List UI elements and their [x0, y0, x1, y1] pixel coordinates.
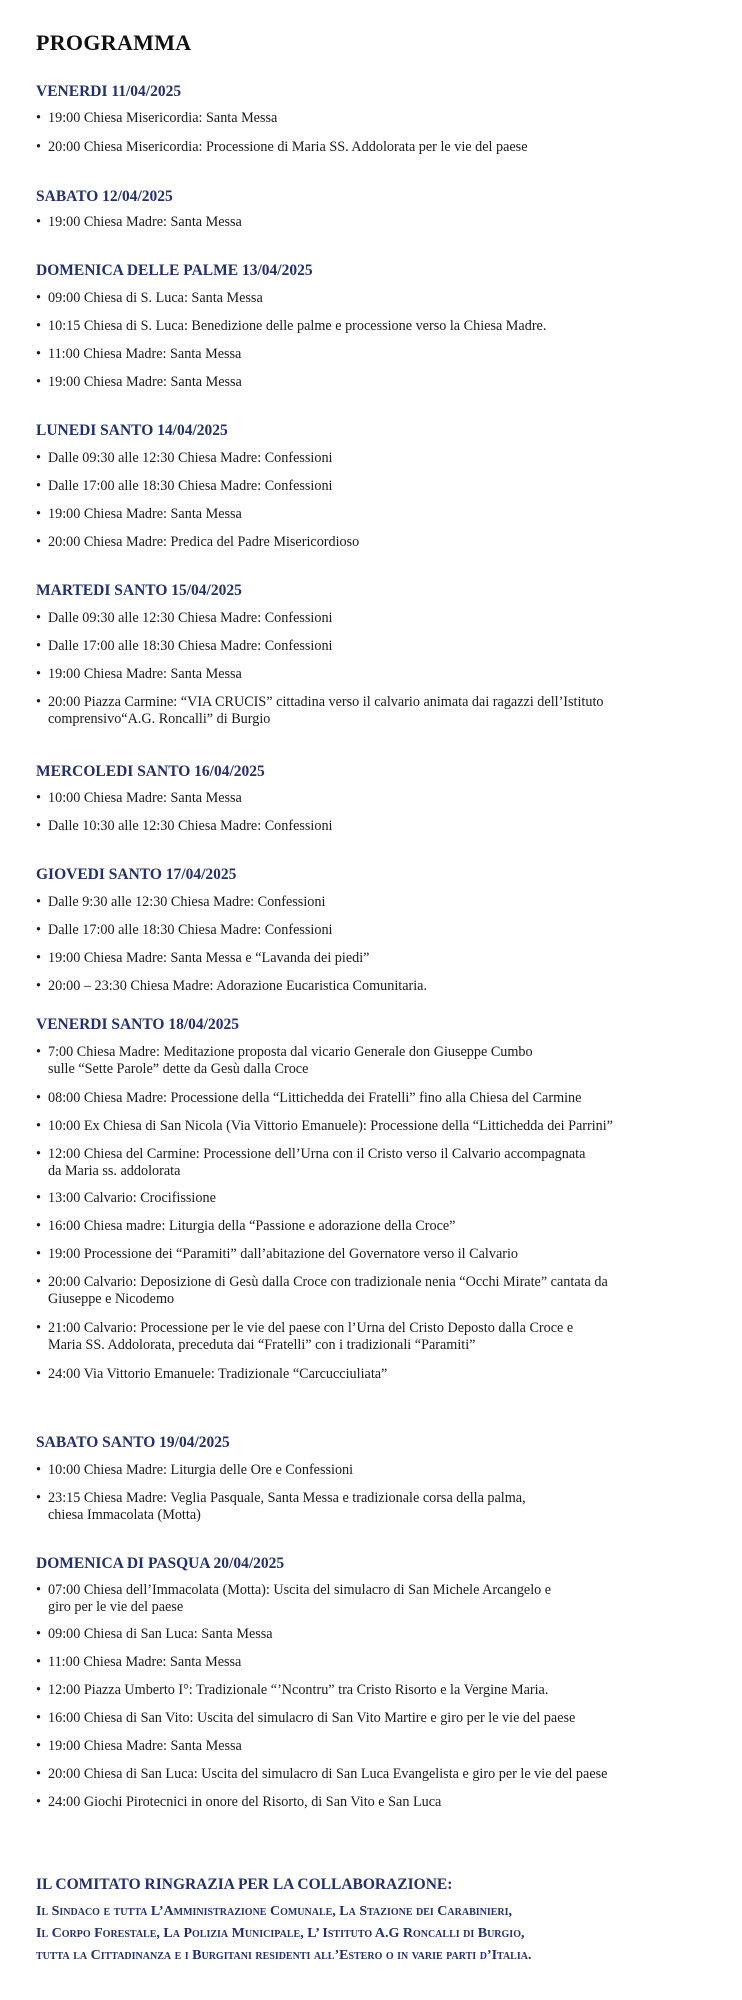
bullet-icon: •: [36, 139, 41, 155]
item-text: 19:00 Chiesa Madre: Santa Messa: [48, 374, 242, 390]
section-heading: MERCOLEDI SANTO 16/04/2025: [36, 763, 265, 780]
bullet-icon: •: [36, 1274, 41, 1290]
program-item: [36, 638, 724, 655]
bullet-icon: •: [36, 290, 41, 306]
program-item: [36, 610, 724, 627]
section-heading: SABATO SANTO 19/04/2025: [36, 1434, 230, 1451]
program-item: [36, 1682, 724, 1699]
bullet-icon: •: [36, 1654, 41, 1670]
program-item: [36, 1090, 724, 1107]
bullet-icon: •: [36, 1118, 41, 1134]
item-text: 19:00 Chiesa Madre: Santa Messa: [48, 214, 242, 230]
item-text: Dalle 09:30 alle 12:30 Chiesa Madre: Confessioni: [48, 450, 333, 466]
bullet-icon: •: [36, 818, 41, 834]
bullet-icon: •: [36, 1190, 41, 1206]
bullet-icon: •: [36, 506, 41, 522]
program-item: [36, 922, 724, 939]
item-text: 19:00 Chiesa Madre: Santa Messa: [48, 1738, 242, 1754]
bullet-icon: •: [36, 1218, 41, 1234]
program-item: [36, 1118, 724, 1135]
item-text: 07:00 Chiesa dell’Immacolata (Motta): Uscita del simulacro di San Michele Arcangelo e giro per le vie del paese: [48, 1582, 552, 1615]
item-text: Dalle 10:30 alle 12:30 Chiesa Madre: Confessioni: [48, 818, 333, 834]
bullet-icon: •: [36, 318, 41, 334]
item-text: Dalle 17:00 alle 18:30 Chiesa Madre: Confessioni: [48, 478, 333, 494]
bullet-icon: •: [36, 1246, 41, 1262]
item-text: 20:00 Chiesa Misericordia: Processione di Maria SS. Addolorata per le vie del paese: [48, 139, 528, 155]
program-item: [36, 666, 724, 683]
item-text: 20:00 Chiesa di San Luca: Uscita del simulacro di San Luca Evangelista e giro per le vie del paese: [48, 1766, 608, 1782]
item-text: 19:00 Chiesa Misericordia: Santa Messa: [48, 110, 278, 126]
bullet-icon: •: [36, 1738, 41, 1754]
program-item: [36, 1794, 724, 1811]
bullet-icon: •: [36, 110, 41, 126]
item-text: 20:00 Chiesa Madre: Predica del Padre Misericordioso: [48, 534, 360, 550]
item-text: 16:00 Chiesa di San Vito: Uscita del simulacro di San Vito Martire e giro per le vie del paese: [48, 1710, 576, 1726]
program-item: [36, 818, 724, 835]
item-text: Dalle 9:30 alle 12:30 Chiesa Madre: Confessioni: [48, 894, 326, 910]
program-item: [36, 346, 724, 363]
item-text: 20:00 Calvario: Deposizione di Gesù dalla Croce con tradizionale nenia “Occhi Mirate” cantata da Giuseppe e Nicodemo: [48, 1274, 608, 1307]
item-text: 20:00 Piazza Carmine: “VIA CRUCIS” cittadina verso il calvario animata dai ragazzi dell’Istituto comprensivo“A.G. Roncalli” di Burgio: [48, 694, 604, 727]
item-text: 09:00 Chiesa di San Luca: Santa Messa: [48, 1626, 273, 1642]
item-text: 16:00 Chiesa madre: Liturgia della “Passione e adorazione della Croce”: [48, 1218, 456, 1234]
program-item: [36, 1462, 724, 1479]
item-text: 11:00 Chiesa Madre: Santa Messa: [48, 346, 242, 362]
bullet-icon: •: [36, 1682, 41, 1698]
bullet-icon: •: [36, 1090, 41, 1106]
item-text: 08:00 Chiesa Madre: Processione della “Littichedda dei Fratelli” fino alla Chiesa del Carmine: [48, 1090, 582, 1106]
item-text: 19:00 Chiesa Madre: Santa Messa e “Lavanda dei piedi”: [48, 950, 370, 966]
item-text: 19:00 Processione dei “Paramiti” dall’abitazione del Governatore verso il Calvario: [48, 1246, 519, 1262]
item-text: 24:00 Via Vittorio Emanuele: Tradizionale “Carcucciuliata”: [48, 1366, 388, 1382]
item-text: 10:00 Chiesa Madre: Santa Messa: [48, 790, 242, 806]
thanks-line: Il Corpo Forestale, La Polizia Municipale, L’ Istituto A.G Roncalli di Burgio,: [36, 1926, 525, 1941]
section-heading: LUNEDI SANTO 14/04/2025: [36, 422, 228, 439]
program-item: [36, 790, 724, 807]
program-item: [36, 478, 724, 495]
program-item: [36, 978, 724, 995]
bullet-icon: •: [36, 610, 41, 626]
bullet-icon: •: [36, 1626, 41, 1642]
bullet-icon: •: [36, 1794, 41, 1810]
program-item: [36, 1710, 724, 1727]
program-item: [36, 534, 724, 551]
thanks-line: Il Sindaco e tutta L’Amministrazione Comunale, La Stazione dei Carabinieri,: [36, 1904, 513, 1919]
bullet-icon: •: [36, 1490, 41, 1506]
bullet-icon: •: [36, 1766, 41, 1782]
item-text: 19:00 Chiesa Madre: Santa Messa: [48, 666, 242, 682]
item-text: 10:00 Ex Chiesa di San Nicola (Via Vittorio Emanuele): Processione della “Littichedda dei Parrini”: [48, 1118, 613, 1134]
program-item: [36, 1366, 724, 1383]
bullet-icon: •: [36, 922, 41, 938]
item-text: Dalle 17:00 alle 18:30 Chiesa Madre: Confessioni: [48, 922, 333, 938]
bullet-icon: •: [36, 1366, 41, 1382]
page-title: PROGRAMMA: [36, 30, 192, 55]
section-heading: VENERDI 11/04/2025: [36, 83, 182, 100]
section-heading: DOMENICA DELLE PALME 13/04/2025: [36, 262, 313, 279]
bullet-icon: •: [36, 790, 41, 806]
item-text: 24:00 Giochi Pirotecnici in onore del Risorto, di San Vito e San Luca: [48, 1794, 442, 1810]
item-text: Dalle 09:30 alle 12:30 Chiesa Madre: Confessioni: [48, 610, 333, 626]
item-text: 12:00 Chiesa del Carmine: Processione dell’Urna con il Cristo verso il Calvario accompagnata da Maria ss. addolorata: [48, 1146, 586, 1179]
item-text: 20:00 – 23:30 Chiesa Madre: Adorazione Eucaristica Comunitaria.: [48, 978, 428, 994]
item-text: Dalle 17:00 alle 18:30 Chiesa Madre: Confessioni: [48, 638, 333, 654]
section-heading: SABATO 12/04/2025: [36, 188, 173, 205]
section-heading: VENERDI SANTO 18/04/2025: [36, 1016, 239, 1033]
item-text: 10:15 Chiesa di S. Luca: Benedizione delle palme e processione verso la Chiesa Madre.: [48, 318, 547, 334]
program-item: [36, 1246, 724, 1263]
bullet-icon: •: [36, 666, 41, 682]
bullet-icon: •: [36, 478, 41, 494]
program-item: [36, 214, 724, 231]
bullet-icon: •: [36, 978, 41, 994]
item-text: 7:00 Chiesa Madre: Meditazione proposta dal vicario Generale don Giuseppe Cumbo sulle “Sette Parole” dette da Gesù dalla Croce: [48, 1044, 533, 1077]
section-heading: MARTEDI SANTO 15/04/2025: [36, 582, 242, 599]
bullet-icon: •: [36, 450, 41, 466]
thanks-heading: IL COMITATO RINGRAZIA PER LA COLLABORAZIONE:: [36, 1876, 453, 1893]
bullet-icon: •: [36, 638, 41, 654]
program-item: [36, 1654, 724, 1671]
bullet-icon: •: [36, 346, 41, 362]
section-heading: DOMENICA DI PASQUA 20/04/2025: [36, 1555, 285, 1572]
bullet-icon: •: [36, 694, 41, 710]
program-item: [36, 139, 724, 156]
program-item: [36, 318, 724, 335]
program-item: [36, 110, 724, 127]
item-text: 12:00 Piazza Umberto I°: Tradizionale “’Ncontru” tra Cristo Risorto e la Vergine Maria.: [48, 1682, 549, 1698]
bullet-icon: •: [36, 1044, 41, 1060]
bullet-icon: •: [36, 1320, 41, 1336]
item-text: 11:00 Chiesa Madre: Santa Messa: [48, 1654, 242, 1670]
program-item: [36, 1626, 724, 1643]
item-text: 19:00 Chiesa Madre: Santa Messa: [48, 506, 242, 522]
item-text: 09:00 Chiesa di S. Luca: Santa Messa: [48, 290, 263, 306]
program-item: [36, 1218, 724, 1235]
program-item: [36, 1190, 724, 1207]
program-item: [36, 506, 724, 523]
program-item: [36, 694, 724, 728]
program-item: [36, 1766, 724, 1783]
bullet-icon: •: [36, 1582, 41, 1598]
bullet-icon: •: [36, 374, 41, 390]
bullet-icon: •: [36, 950, 41, 966]
section-heading: GIOVEDI SANTO 17/04/2025: [36, 866, 237, 883]
item-text: 21:00 Calvario: Processione per le vie del paese con l’Urna del Cristo Deposto dalla Croce e Maria SS. Addolorata, preceduta dai “Fratelli” con i tradizionali “Paramiti”: [48, 1320, 574, 1353]
bullet-icon: •: [36, 1146, 41, 1162]
item-text: 10:00 Chiesa Madre: Liturgia delle Ore e Confessioni: [48, 1462, 354, 1478]
program-item: [36, 290, 724, 307]
bullet-icon: •: [36, 214, 41, 230]
item-text: 13:00 Calvario: Crocifissione: [48, 1190, 216, 1206]
program-item: [36, 894, 724, 911]
program-item: [36, 450, 724, 467]
program-item: [36, 1146, 724, 1180]
program-item: [36, 1490, 724, 1524]
thanks-line: tutta la Cittadinanza e i Burgitani residenti all’Estero o in varie parti d’Italia.: [36, 1948, 532, 1963]
program-item: [36, 374, 724, 391]
bullet-icon: •: [36, 1462, 41, 1478]
bullet-icon: •: [36, 894, 41, 910]
program-item: [36, 1582, 724, 1616]
bullet-icon: •: [36, 534, 41, 550]
program-item: [36, 950, 724, 967]
program-item: [36, 1044, 724, 1078]
program-item: [36, 1274, 724, 1308]
program-item: [36, 1738, 724, 1755]
item-text: 23:15 Chiesa Madre: Veglia Pasquale, Santa Messa e tradizionale corsa della palma, chiesa Immacolata (Motta): [48, 1490, 526, 1523]
program-item: [36, 1320, 724, 1354]
bullet-icon: •: [36, 1710, 41, 1726]
